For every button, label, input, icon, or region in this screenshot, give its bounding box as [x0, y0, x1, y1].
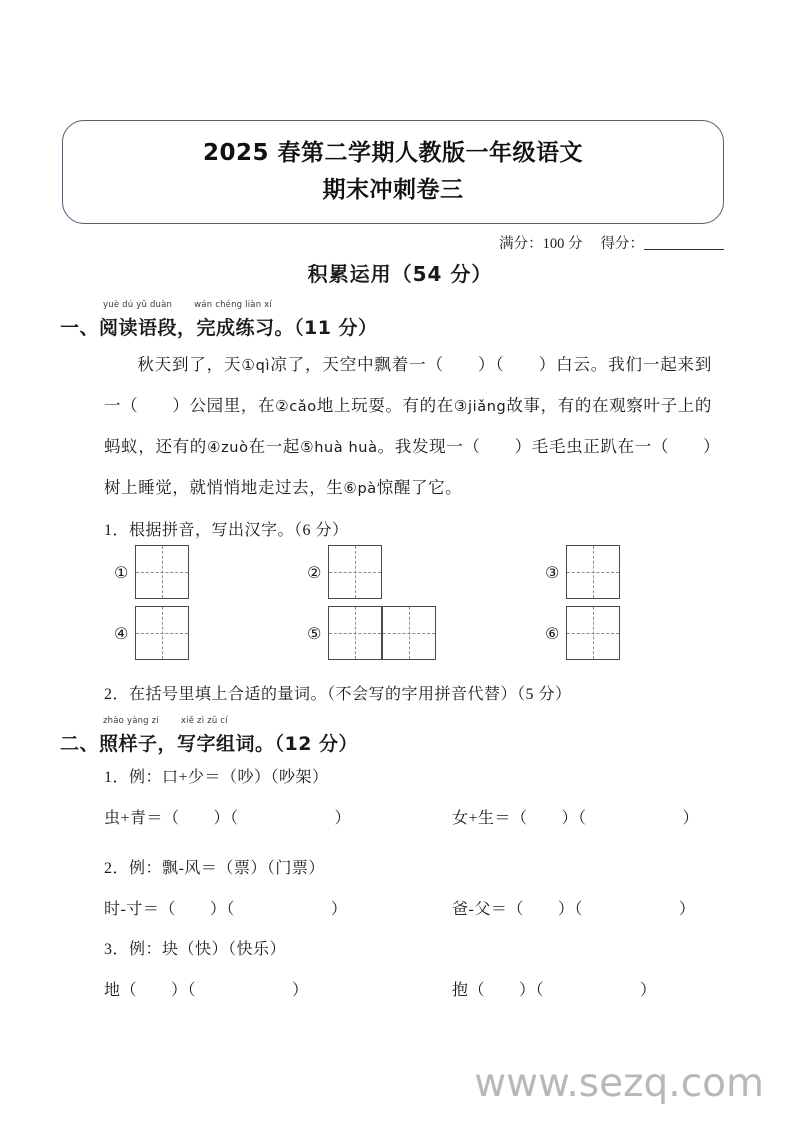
character-grid-row-1 [0, 545, 800, 601]
site-watermark: www.sezq.com [474, 1061, 764, 1106]
exercise-2-right-prefix: 爸-父＝（ [452, 901, 524, 918]
tianzige-6[interactable] [566, 606, 620, 660]
exam-title-line-2: 期末冲刺卷三 [322, 177, 464, 203]
passage-l2-d: 故事，有的在观 [506, 396, 627, 415]
exercise-3-left [104, 977, 309, 1000]
tianzige-cell[interactable] [135, 606, 189, 660]
exercise-1-right-end: ） [682, 810, 700, 827]
reading-passage [104, 345, 712, 509]
passage-marker-6: ⑥ [343, 479, 358, 497]
exam-title-box [62, 120, 724, 224]
passage-pinyin-2: cǎo [289, 399, 317, 415]
exercise-1-left-mid: ）（ [213, 810, 239, 827]
section-heading-2 [60, 716, 359, 756]
grid-item-4 [114, 606, 189, 660]
got-score-label: 得分： [600, 236, 644, 252]
tianzige-5[interactable] [328, 606, 436, 660]
passage-l3-a: 察叶子上的蚂蚁，还有的 [104, 396, 712, 456]
grid-label-2: ② [307, 562, 322, 582]
passage-l1-d: ）白云。我们一起 [538, 355, 678, 374]
section-2-pinyin-b: xiě zì zǔ cí [180, 716, 228, 726]
grid-item-3 [545, 545, 620, 599]
section-heading-1 [60, 300, 378, 340]
passage-marker-4: ④ [206, 438, 222, 456]
exercise-1-left-end: ） [334, 810, 352, 827]
passage-pinyin-6: pà [357, 481, 377, 497]
character-grid-row-2 [0, 606, 800, 662]
passage-l3-d: ）毛毛虫 [514, 437, 584, 456]
passage-l2-a: 来到一（ [104, 355, 712, 415]
tianzige-cell[interactable] [566, 545, 620, 599]
question-1-text: 1．根据拼音，写出汉字。（6 分） [104, 522, 349, 539]
exam-title-line-1: 2025 春第二学期人教版一年级语文 [202, 139, 584, 166]
exercise-1-right-mid: ）（ [561, 810, 587, 827]
section-2-pinyin-a: zhào yàng zi [103, 716, 159, 726]
grid-item-5 [307, 606, 436, 660]
passage-l4-b: ）树上睡觉，就悄悄地走过去，生 [104, 437, 712, 497]
passage-l2-c: 地上玩耍。有的在 [316, 396, 454, 415]
grid-label-1: ① [114, 562, 129, 582]
passage-l4-c: 惊醒了它。 [376, 478, 463, 497]
exercise-2-right-end: ） [678, 901, 696, 918]
passage-l2-b: ）公园里，在 [172, 396, 276, 415]
passage-l3-b: 在一起 [248, 437, 301, 456]
exercise-1-left-prefix: 虫+青＝（ [104, 810, 180, 827]
passage-l1-a: 秋天到了，天 [137, 355, 242, 374]
exercise-2-left-prefix: 时-寸＝（ [104, 901, 176, 918]
passage-marker-1: ① [241, 356, 256, 374]
exercise-1-right-prefix: 女+生＝（ [452, 810, 528, 827]
exercise-3-left-end: ） [292, 982, 309, 999]
tianzige-cell[interactable] [135, 545, 189, 599]
passage-l1-b: 凉了，天空中飘着一（ [270, 355, 444, 374]
exercise-3-right-mid: ）（ [519, 982, 545, 999]
passage-marker-5: ⑤ [300, 438, 315, 456]
section-2-pinyin [103, 716, 228, 726]
score-blank-field[interactable] [644, 236, 724, 250]
exercise-2-right [452, 896, 695, 919]
grid-label-4: ④ [114, 623, 129, 643]
tianzige-4[interactable] [135, 606, 189, 660]
tianzige-cell[interactable] [382, 606, 436, 660]
exercise-2-left [104, 896, 347, 919]
exercise-1-left [104, 805, 351, 828]
passage-pinyin-3: jiǎng [468, 399, 507, 415]
passage-l4-a: 正趴在一（ [583, 437, 670, 456]
exercise-2-example: 2．例：飘-风＝（票）（门票） [104, 860, 325, 877]
tianzige-cell[interactable] [328, 606, 382, 660]
part-title: 积累运用（54 分） [307, 262, 493, 286]
grid-item-6 [545, 606, 620, 660]
section-1-pinyin-a: yuè dú yǔ duàn [103, 300, 173, 310]
score-line [499, 232, 724, 253]
exercise-2-right-mid: ）（ [557, 901, 583, 918]
passage-marker-3: ③ [453, 397, 468, 415]
exercise-3-right-end: ） [640, 982, 657, 999]
passage-l1-c: ）（ [477, 355, 505, 374]
section-1-heading-text: 一、阅读语段，完成练习。（11 分） [60, 317, 378, 339]
exercise-3-left-prefix: 地（ [104, 982, 138, 999]
grid-label-5: ⑤ [307, 623, 322, 643]
tianzige-cell[interactable] [566, 606, 620, 660]
tianzige-3[interactable] [566, 545, 620, 599]
exercise-3-example: 3．例：块（快）（快乐） [104, 941, 287, 958]
tianzige-cell[interactable] [328, 545, 382, 599]
passage-pinyin-1: qì [255, 358, 271, 374]
question-2-text: 2．在括号里填上合适的量词。（不会写的字用拼音代替）（5 分） [104, 686, 572, 703]
full-score-label: 满分：100 分 [499, 236, 583, 252]
exercise-1-right [452, 805, 699, 828]
exercise-2-left-mid: ）（ [209, 901, 235, 918]
grid-item-2 [307, 545, 382, 599]
section-2-heading-text: 二、照样子，写字组词。（12 分） [60, 733, 359, 755]
tianzige-2[interactable] [328, 545, 382, 599]
passage-pinyin-4: zuò [221, 440, 249, 456]
exercise-3-right-prefix: 抱（ [452, 982, 486, 999]
exercise-3-left-mid: ）（ [171, 982, 197, 999]
section-1-pinyin-b: wán chéng liàn xí [194, 300, 272, 310]
exercise-3-right [452, 977, 657, 1000]
section-1-pinyin [103, 300, 272, 310]
exercise-2-left-end: ） [330, 901, 348, 918]
passage-pinyin-5: huà huà [314, 440, 378, 456]
exercise-1-example: 1．例：口+少＝（吵）（吵架） [104, 769, 329, 786]
grid-label-3: ③ [545, 562, 560, 582]
passage-l3-c: 。我发现一（ [377, 437, 481, 456]
grid-label-6: ⑥ [545, 623, 560, 643]
grid-item-1 [114, 545, 189, 599]
passage-marker-2: ② [275, 397, 290, 415]
tianzige-1[interactable] [135, 545, 189, 599]
